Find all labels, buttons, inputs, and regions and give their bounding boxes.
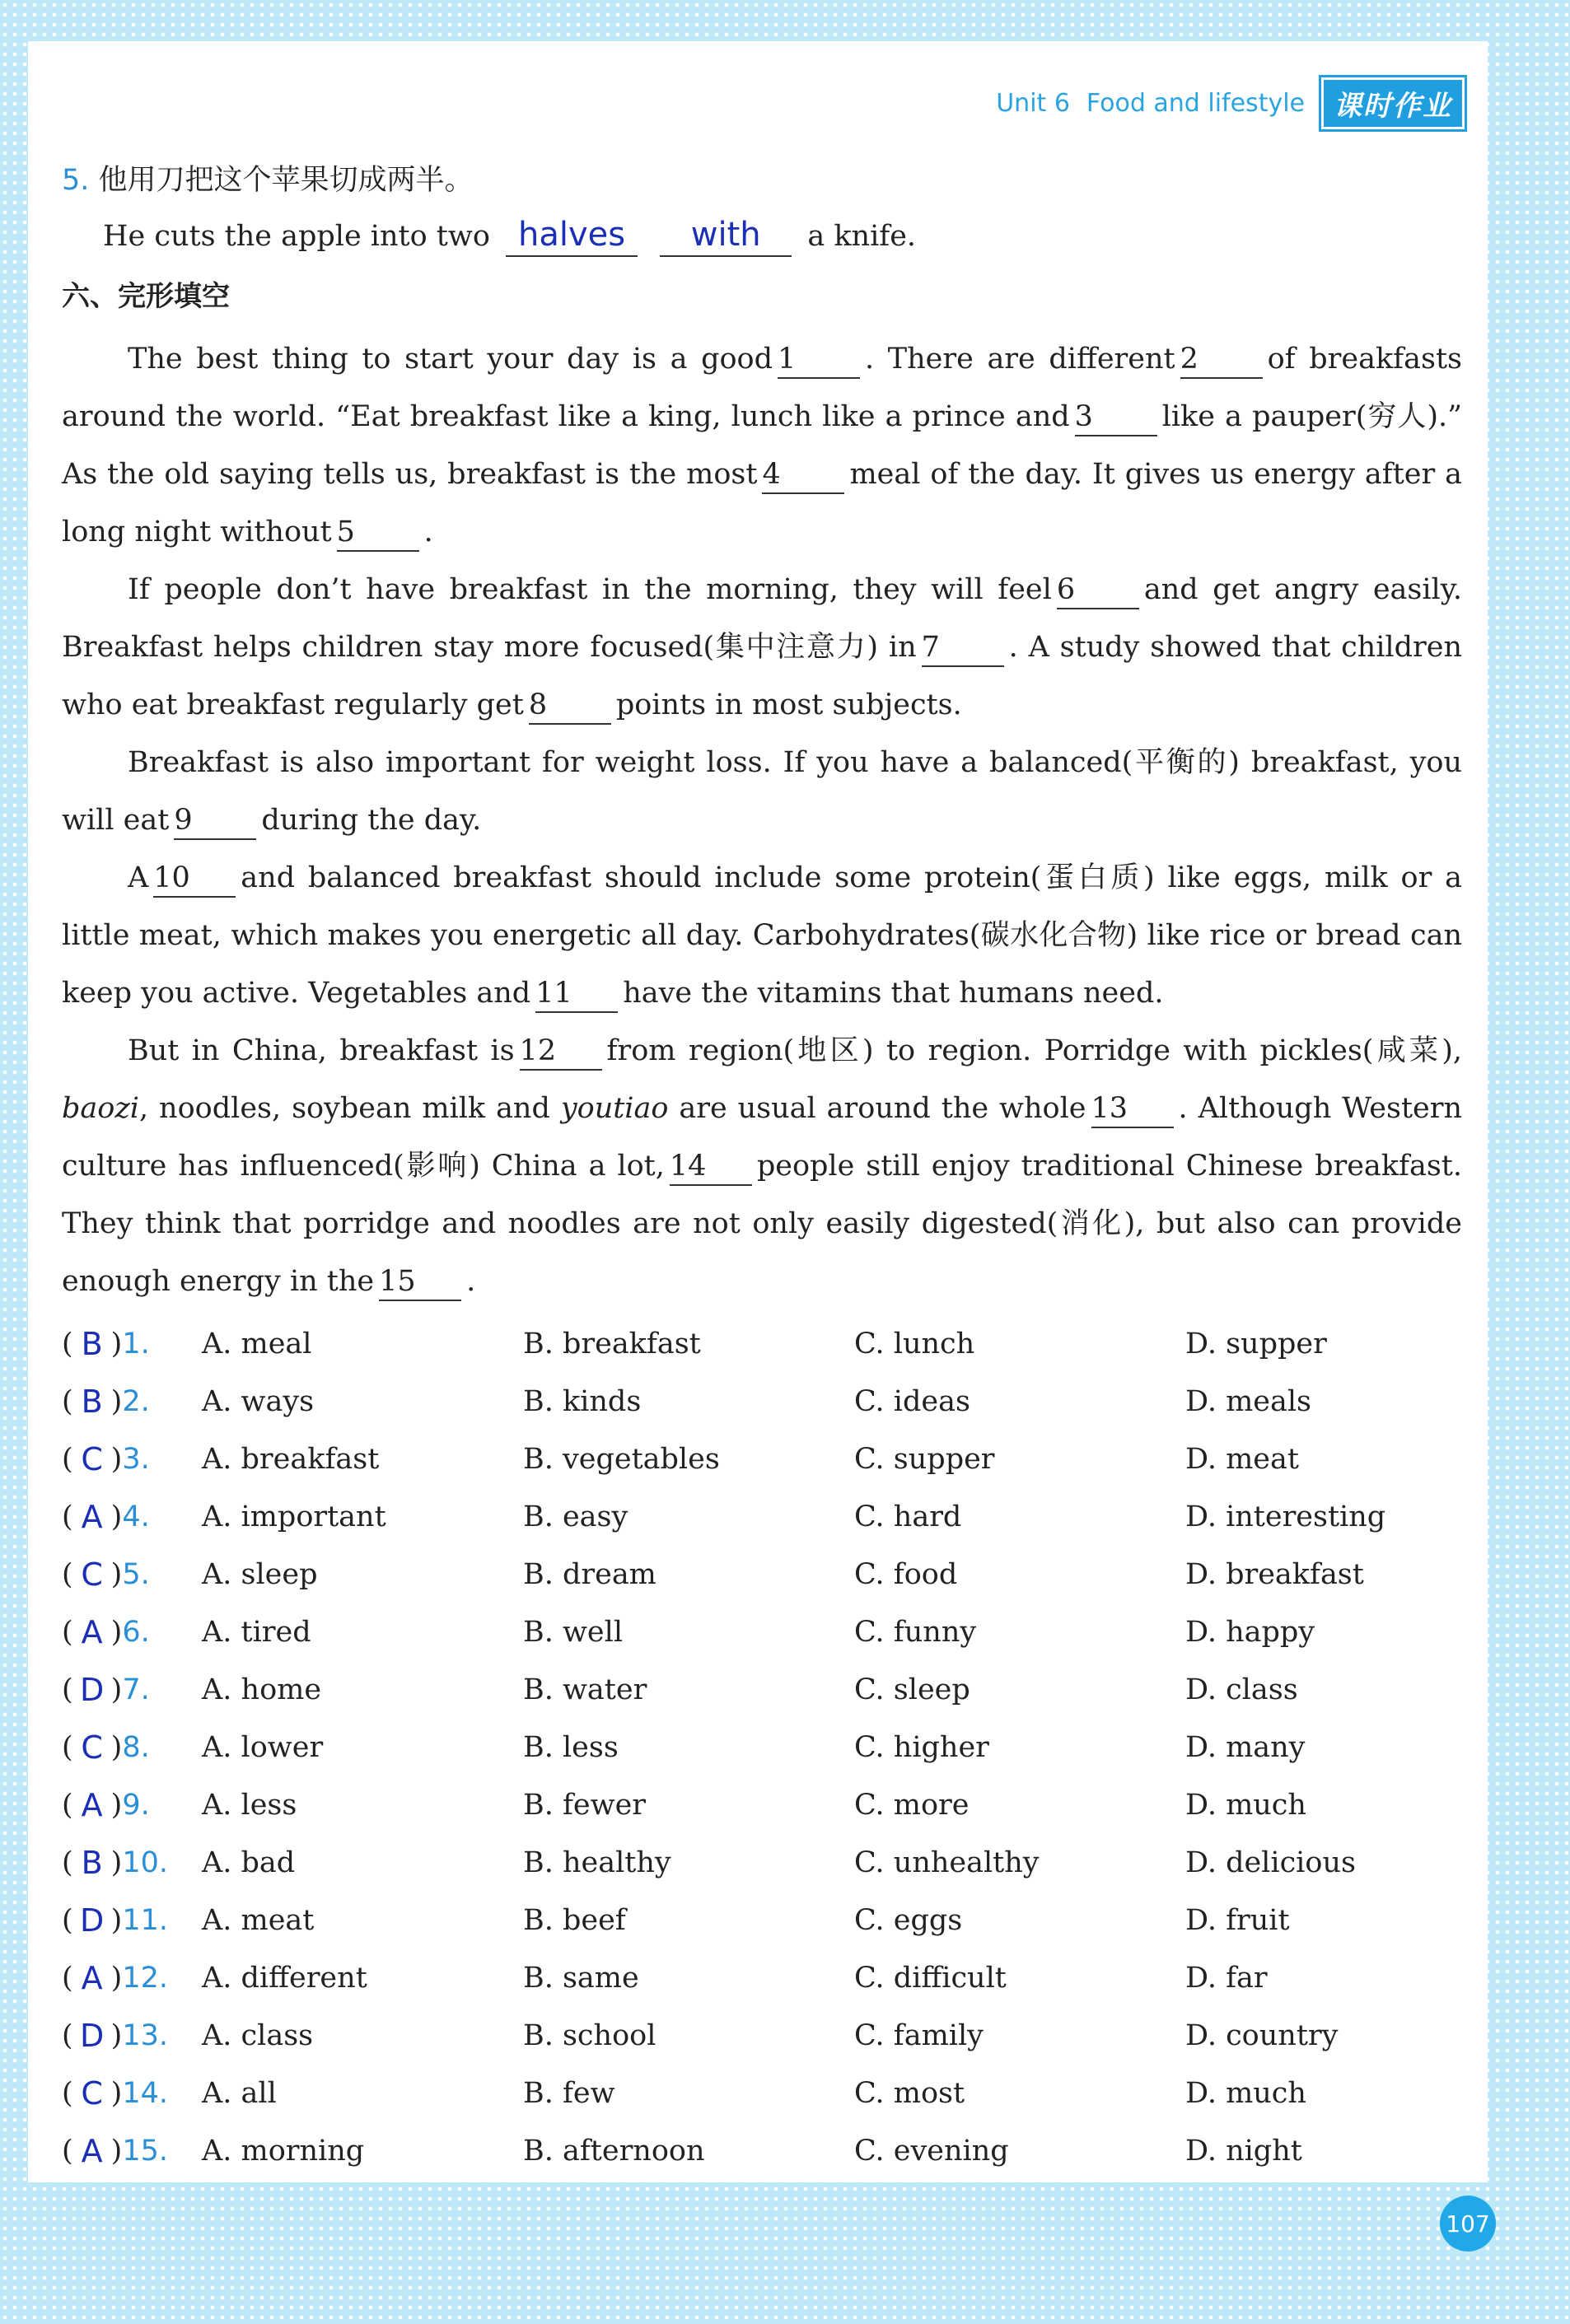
passage-text: . Although Western culture has influenced(影响) China a lot, (62, 1092, 1463, 1183)
option-number: ( A ) 9. (62, 1776, 202, 1834)
passage-paragraph-2 (62, 561, 1462, 734)
passage-text: But in China, breakfast is (128, 1034, 515, 1067)
question-number: 15. (122, 2135, 168, 2168)
option-a: A. important (202, 1500, 386, 1533)
question-number: 12. (122, 1962, 168, 1995)
chosen-answer: C (81, 2075, 103, 2112)
option-a: A. meat (202, 1904, 315, 1937)
option-b: B. fewer (523, 1789, 647, 1822)
passage-text: If people don’t have breakfast in the morning, they will feel (128, 573, 1052, 606)
option-number: ( C ) 5. (62, 1546, 202, 1603)
question-number: 8. (122, 1731, 150, 1764)
option-c: C. ideas (854, 1385, 970, 1418)
option-b: B. beef (523, 1904, 626, 1937)
question-number: 4. (122, 1500, 150, 1533)
question-number: 5. (62, 164, 90, 197)
page-header (984, 78, 1471, 128)
passage-text: from region(地区) to region. Porridge with pickles(咸菜), (606, 1034, 1462, 1067)
question-number: 1. (122, 1328, 150, 1360)
option-a: A. class (202, 2019, 314, 2052)
chosen-answer: A (81, 2133, 103, 2169)
chosen-answer: A (81, 1787, 103, 1823)
question-number: 2. (122, 1385, 150, 1418)
option-row (62, 1834, 1462, 1892)
passage-text: of breakfasts around the world. “Eat breakfast like a king, lunch like a prince and (62, 343, 1462, 433)
option-a: A. bad (202, 1846, 296, 1879)
option-c: C. eggs (854, 1904, 963, 1937)
option-b: B. easy (523, 1500, 628, 1533)
option-c: C. hard (854, 1500, 962, 1533)
passage-italic-word: baozi (62, 1092, 139, 1125)
blank-13: 13 (1091, 1090, 1174, 1128)
page-number: 107 (1440, 2196, 1496, 2252)
unit-label: Unit 6 (996, 88, 1070, 118)
question-number: 14. (122, 2077, 168, 2110)
option-row (62, 2122, 1462, 2180)
option-d: D. happy (1185, 1616, 1315, 1649)
blank-1: 1 (778, 341, 860, 379)
passage-paragraph-4 (62, 849, 1462, 1022)
option-c: C. supper (854, 1443, 995, 1476)
option-number: ( D ) 7. (62, 1661, 202, 1719)
blank-14: 14 (670, 1148, 752, 1186)
section-title: 六、完形填空 (62, 280, 230, 313)
option-row (62, 2065, 1462, 2122)
question-number: 5. (122, 1558, 150, 1591)
option-a: A. all (202, 2077, 277, 2110)
sentence-text: a knife. (807, 220, 917, 253)
passage-text: during the day. (261, 804, 482, 837)
option-c: C. most (854, 2077, 965, 2110)
option-d: D. class (1185, 1673, 1298, 1706)
blank-2: 2 (1180, 341, 1263, 379)
blank-15: 15 (379, 1263, 461, 1301)
blank-6: 6 (1057, 572, 1139, 609)
option-row (62, 1315, 1462, 1373)
passage-text: . There are different (865, 343, 1175, 376)
option-number: ( A ) 4. (62, 1488, 202, 1546)
blank-10: 10 (153, 860, 236, 898)
option-a: A. less (202, 1789, 297, 1822)
question-5-prompt (62, 152, 1462, 208)
option-b: B. healthy (523, 1846, 671, 1879)
option-b: B. well (523, 1616, 624, 1649)
option-number: ( D ) 13. (62, 2007, 202, 2065)
option-b: B. school (523, 2019, 657, 2052)
passage-text: meal of the day. It gives us energy after a long night without (62, 458, 1462, 548)
series-badge: 课时作业 (1321, 77, 1465, 129)
option-number: ( C ) 3. (62, 1430, 202, 1488)
question-number: 9. (122, 1789, 150, 1822)
chosen-answer: D (80, 2018, 105, 2054)
option-b: B. vegetables (523, 1443, 720, 1476)
blank-11: 11 (535, 975, 618, 1013)
question-5-chinese: 他用刀把这个苹果切成两半。 (98, 164, 474, 197)
option-c: C. lunch (854, 1328, 975, 1360)
passage-text: . (423, 516, 433, 548)
option-row (62, 1776, 1462, 1834)
option-a: A. different (202, 1962, 367, 1995)
chosen-answer: C (81, 1556, 103, 1593)
question-number: 3. (122, 1443, 150, 1476)
blank-4: 4 (762, 456, 844, 494)
option-d: D. many (1185, 1731, 1306, 1764)
chosen-answer: B (81, 1384, 103, 1420)
option-row (62, 1719, 1462, 1776)
chosen-answer: A (81, 1499, 103, 1535)
passage-text: , noodles, soybean milk and (138, 1092, 550, 1125)
option-b: B. kinds (523, 1385, 642, 1418)
option-row (62, 1949, 1462, 2007)
passage-text: are usual around the whole (679, 1092, 1086, 1125)
passage-text: The best thing to start your day is a good (128, 343, 773, 376)
blank-7: 7 (922, 629, 1004, 667)
question-5 (62, 152, 1462, 264)
option-row (62, 1661, 1462, 1719)
question-5-sentence (62, 208, 1462, 264)
chosen-answer: C (81, 1729, 103, 1766)
option-b: B. breakfast (523, 1328, 701, 1360)
passage-text: . (466, 1265, 476, 1298)
option-d: D. breakfast (1185, 1558, 1364, 1591)
blank-3: 3 (1075, 399, 1157, 436)
option-d: D. meat (1185, 1443, 1299, 1476)
question-number: 10. (122, 1846, 168, 1879)
option-number: ( A ) 12. (62, 1949, 202, 2007)
option-a: A. breakfast (202, 1443, 380, 1476)
option-d: D. much (1185, 2077, 1306, 2110)
option-d: D. meals (1185, 1385, 1311, 1418)
option-b: B. dream (523, 1558, 657, 1591)
question-number: 11. (122, 1904, 168, 1937)
passage-text: A (128, 861, 149, 894)
option-d: D. country (1185, 2019, 1339, 2052)
passage-italic-word: youtiao (560, 1092, 669, 1125)
option-row (62, 1603, 1462, 1661)
option-number: ( A ) 15. (62, 2122, 202, 2180)
option-c: C. more (854, 1789, 970, 1822)
option-c: C. family (854, 2019, 984, 2052)
option-a: A. ways (202, 1385, 315, 1418)
option-number: ( A ) 6. (62, 1603, 202, 1661)
option-number: ( B ) 1. (62, 1315, 202, 1373)
option-d: D. night (1185, 2135, 1302, 2168)
passage-text: have the vitamins that humans need. (623, 977, 1164, 1010)
option-d: D. delicious (1185, 1846, 1356, 1879)
passage-paragraph-1 (62, 330, 1462, 561)
option-number: ( B ) 2. (62, 1373, 202, 1430)
option-number: ( B ) 10. (62, 1834, 202, 1892)
option-c: C. unhealthy (854, 1846, 1040, 1879)
passage-text: people still enjoy traditional Chinese breakfast. They think that porridge and noodles are not only easily digested(消化), but also can provide enough energy in the (62, 1150, 1462, 1298)
chosen-answer: B (81, 1326, 103, 1362)
option-row (62, 1546, 1462, 1603)
passage-paragraph-3 (62, 734, 1462, 849)
chosen-answer: C (81, 1441, 103, 1477)
blank-12: 12 (520, 1033, 602, 1071)
option-number: ( D ) 11. (62, 1892, 202, 1949)
blank-9: 9 (174, 802, 256, 840)
passage-text: and get angry easily. Breakfast helps children stay more focused(集中注意力) in (62, 573, 1463, 664)
passage-text: . A study showed that children who eat breakfast regularly get (62, 631, 1462, 721)
chosen-answer: A (81, 1614, 103, 1650)
option-d: D. fruit (1185, 1904, 1290, 1937)
option-number: ( C ) 8. (62, 1719, 202, 1776)
option-row (62, 2007, 1462, 2065)
option-d: D. interesting (1185, 1500, 1386, 1533)
option-d: D. far (1185, 1962, 1268, 1995)
passage-text: Breakfast is also important for weight loss. If you have a balanced(平衡的) breakfast, you will eat (62, 746, 1462, 837)
options-list (62, 1315, 1462, 2180)
chosen-answer: A (81, 1960, 103, 1996)
option-b: B. less (523, 1731, 619, 1764)
option-c: C. funny (854, 1616, 977, 1649)
option-a: A. lower (202, 1731, 324, 1764)
option-a: A. sleep (202, 1558, 318, 1591)
option-row (62, 1430, 1462, 1488)
option-a: A. meal (202, 1328, 312, 1360)
option-c: C. evening (854, 2135, 1009, 2168)
option-a: A. morning (202, 2135, 365, 2168)
option-b: B. afternoon (523, 2135, 705, 2168)
passage-text: points in most subjects. (615, 688, 962, 721)
option-d: D. much (1185, 1789, 1306, 1822)
passage-paragraph-5 (62, 1022, 1462, 1310)
option-c: C. sleep (854, 1673, 970, 1706)
question-number: 6. (122, 1616, 150, 1649)
option-b: B. same (523, 1962, 639, 1995)
option-row (62, 1488, 1462, 1546)
chosen-answer: D (80, 1672, 105, 1708)
page-content (62, 152, 1462, 2180)
option-d: D. supper (1185, 1328, 1327, 1360)
question-number: 13. (122, 2019, 168, 2052)
option-row (62, 1892, 1462, 1949)
blank-5: 5 (337, 514, 419, 552)
question-number: 7. (122, 1673, 150, 1706)
option-row (62, 1373, 1462, 1430)
option-b: B. water (523, 1673, 647, 1706)
sentence-text: He cuts the apple into two (103, 220, 490, 253)
chosen-answer: D (80, 1902, 105, 1939)
answer-blank-2: with (660, 214, 792, 257)
passage-text: and balanced breakfast should include some protein(蛋白质) like eggs, milk or a little meat, which makes you energetic all day. Carbohydrates(碳水化合物) like rice or bread can keep you active. Vegetables and (62, 861, 1462, 1010)
answer-blank-1: halves (506, 214, 638, 257)
option-c: C. higher (854, 1731, 989, 1764)
blank-8: 8 (529, 687, 611, 725)
passage-text: like a pauper(穷人).” As the old saying tells us, breakfast is the most (62, 400, 1463, 491)
unit-title: Food and lifestyle (1086, 88, 1305, 118)
option-c: C. difficult (854, 1962, 1007, 1995)
option-number: ( C ) 14. (62, 2065, 202, 2122)
chosen-answer: B (81, 1845, 103, 1881)
option-a: A. tired (202, 1616, 311, 1649)
option-b: B. few (523, 2077, 615, 2110)
passage (62, 330, 1462, 1310)
option-a: A. home (202, 1673, 322, 1706)
option-c: C. food (854, 1558, 958, 1591)
